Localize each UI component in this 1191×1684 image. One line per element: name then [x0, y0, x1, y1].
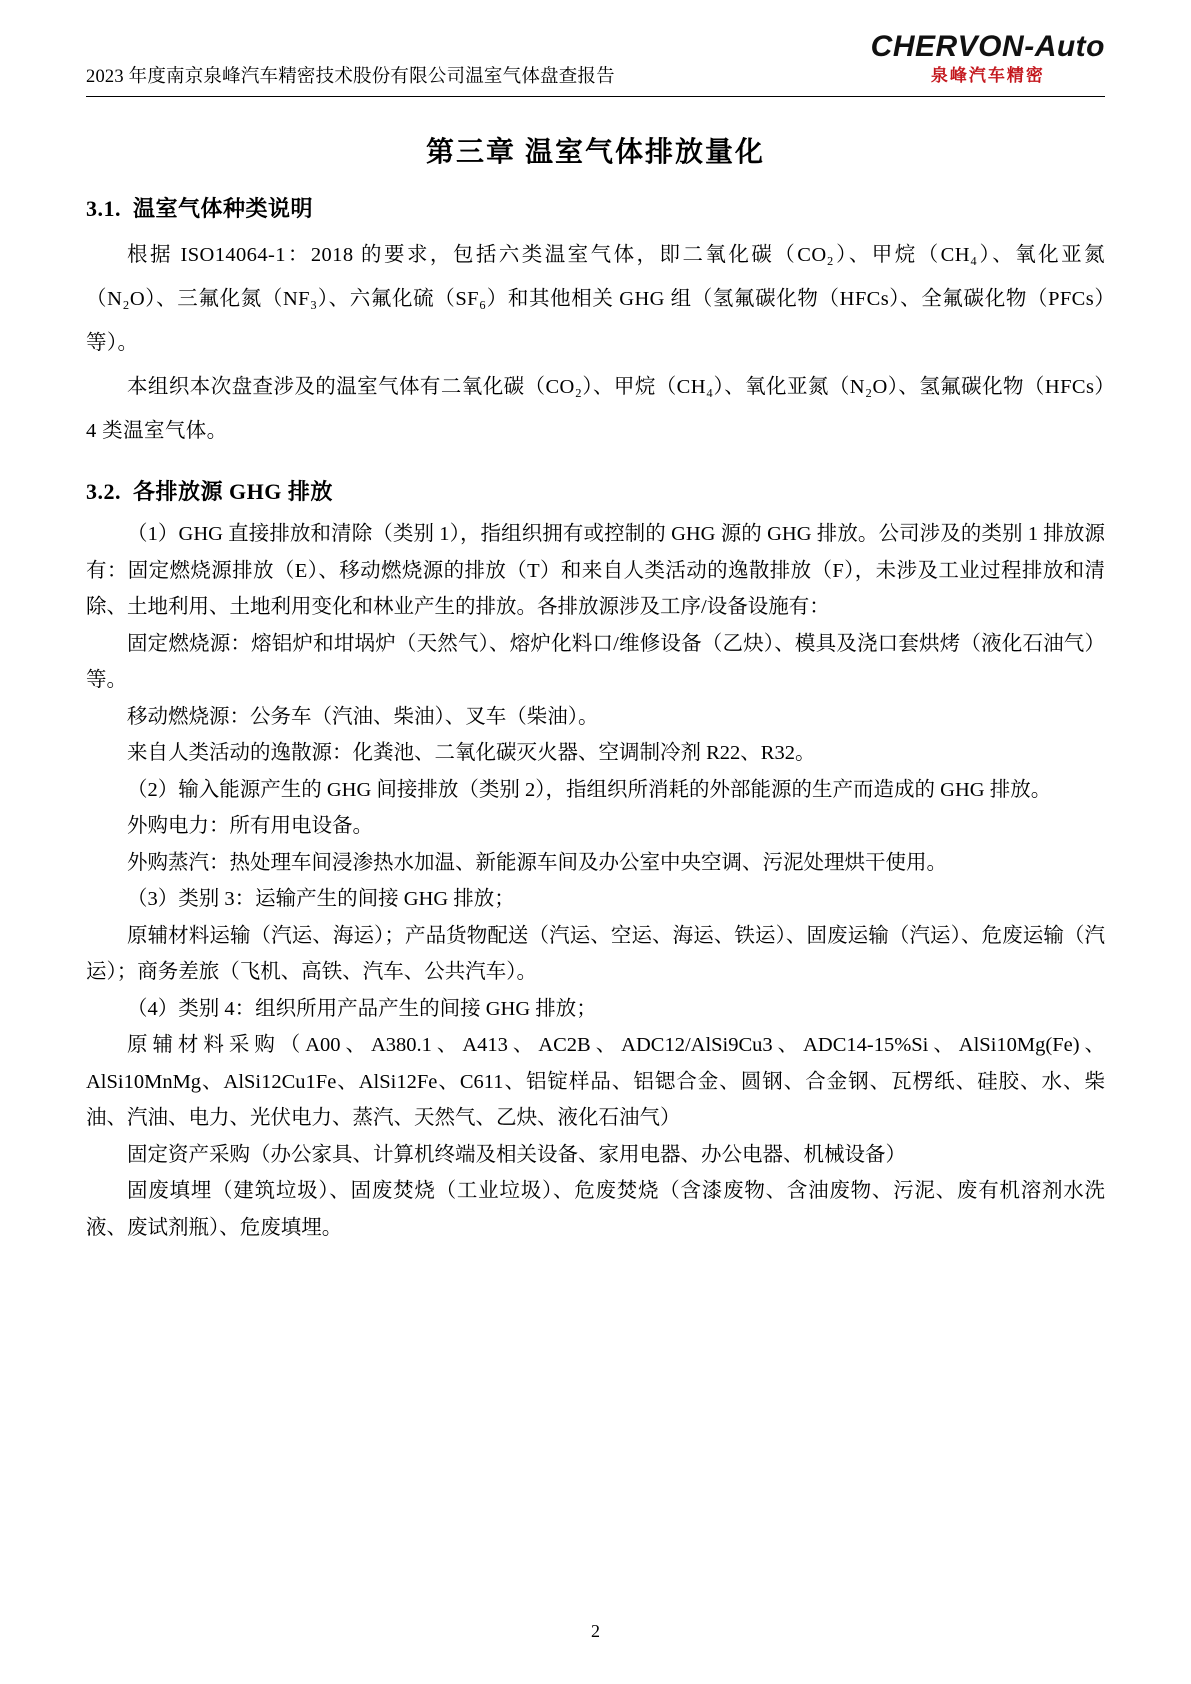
paragraph: 固定燃烧源：熔铝炉和坩埚炉（天然气）、熔炉化料口/维修设备（乙炔）、模具及浇口套烘烤（液化石油气）等。 [86, 632, 1105, 692]
page-number: 2 [591, 1621, 600, 1641]
paragraph: 固定资产采购（办公家具、计算机终端及相关设备、家用电器、办公电器、机械设备） [127, 1143, 906, 1166]
paragraph: 本组织本次盘查涉及的温室气体有二氧化碳（CO₂）、甲烷（CH₄）、氧化亚氮（N₂O）、氢氟碳化物（HFCs）4 类温室气体。 [86, 376, 1105, 443]
header-divider [86, 96, 1105, 97]
section-number-3-2: 3.2. [86, 479, 121, 505]
logo-wordmark [871, 32, 1105, 62]
paragraph: （3）类别 3：运输产生的间接 GHG 排放； [127, 888, 515, 911]
paragraph: 原辅材料采购（A00、A380.1、A413、AC2B、ADC12/AlSi9Cu3、ADC14-15%Si、AlSi10Mg(Fe)、AlSi10MnMg、AlSi12Cu1Fe、AlSi12Fe、C611、铝锭样品、铝锶合金、圆钢、合金钢、瓦楞纸、硅胶、水、柴油、汽油、电力、光伏电力、蒸汽、天然气、乙炔、液化石油气） [86, 1034, 1105, 1130]
logo-subtitle-cn: 泉峰汽车精密 [930, 66, 1045, 85]
paragraph: 外购电力：所有用电设备。 [127, 815, 373, 838]
logo-wordmark-auto: Auto [1034, 30, 1105, 63]
section-heading-3-1 [86, 192, 1105, 223]
section-title-3-2: 各排放源 GHG 排放 [133, 479, 333, 505]
logo-wordmark-sep: - [1024, 30, 1035, 63]
section-heading-3-2 [86, 475, 1105, 506]
chapter-title: 第三章 温室气体排放量化 [425, 137, 765, 168]
section-number-3-1: 3.1. [86, 196, 121, 221]
page-header [86, 0, 1105, 108]
paragraph: 根据 ISO14064-1：2018 的要求，包括六类温室气体，即二氧化碳（CO₂）、甲烷（CH₄）、氧化亚氮（N₂O）、三氟化氮（NF₃）、六氟化硫（SF₆）和其他相关 GHG 组（氢氟碳化物（HFCs）、全氟碳化物（PFCs）等）。 [86, 244, 1105, 355]
paragraph: 来自人类活动的逸散源：化粪池、二氧化碳灭火器、空调制冷剂 R22、R32。 [127, 742, 816, 765]
running-title: 2023 年度南京泉峰汽车精密技术股份有限公司温室气体盘查报告 [86, 67, 615, 87]
paragraph: 固废填埋（建筑垃圾）、固废焚烧（工业垃圾）、危废焚烧（含漆废物、含油废物、污泥、废有机溶剂水洗液、废试剂瓶）、危废填埋。 [86, 1180, 1105, 1239]
paragraph: 移动燃烧源：公务车（汽油、柴油）、叉车（柴油）。 [127, 705, 599, 728]
section-title-3-1: 温室气体种类说明 [133, 196, 314, 221]
paragraph: （1）GHG 直接排放和清除（类别 1），指组织拥有或控制的 GHG 源的 GHG 排放。公司涉及的类别 1 排放源有：固定燃烧源排放（E）、移动燃烧源的排放（T）和来自人类活动的逸散排放（F），未涉及工业过程排放和清除、土地利用、土地利用变化和林业产生的排放。各排放源涉及工序/设备设施有： [86, 523, 1105, 619]
paragraph: 原辅材料运输（汽运、海运）；产品货物配送（汽运、空运、海运、铁运）、固废运输（汽运）、危废运输（汽运）；商务差旅（飞机、高铁、汽车、公共汽车）。 [86, 924, 1105, 984]
section-body-3-1 [86, 233, 1105, 453]
paragraph: （2）输入能源产生的 GHG 间接排放（类别 2），指组织所消耗的外部能源的生产而造成的 GHG 排放。 [127, 778, 1052, 801]
company-logo [871, 32, 1105, 84]
section-body-3-2 [86, 516, 1105, 1246]
paragraph: （4）类别 4：组织所用产品产生的间接 GHG 排放； [127, 997, 597, 1020]
paragraph: 外购蒸汽：热处理车间浸渗热水加温、新能源车间及办公室中央空调、污泥处理烘干使用。 [127, 851, 947, 874]
logo-wordmark-en: CHERVON [870, 30, 1025, 63]
